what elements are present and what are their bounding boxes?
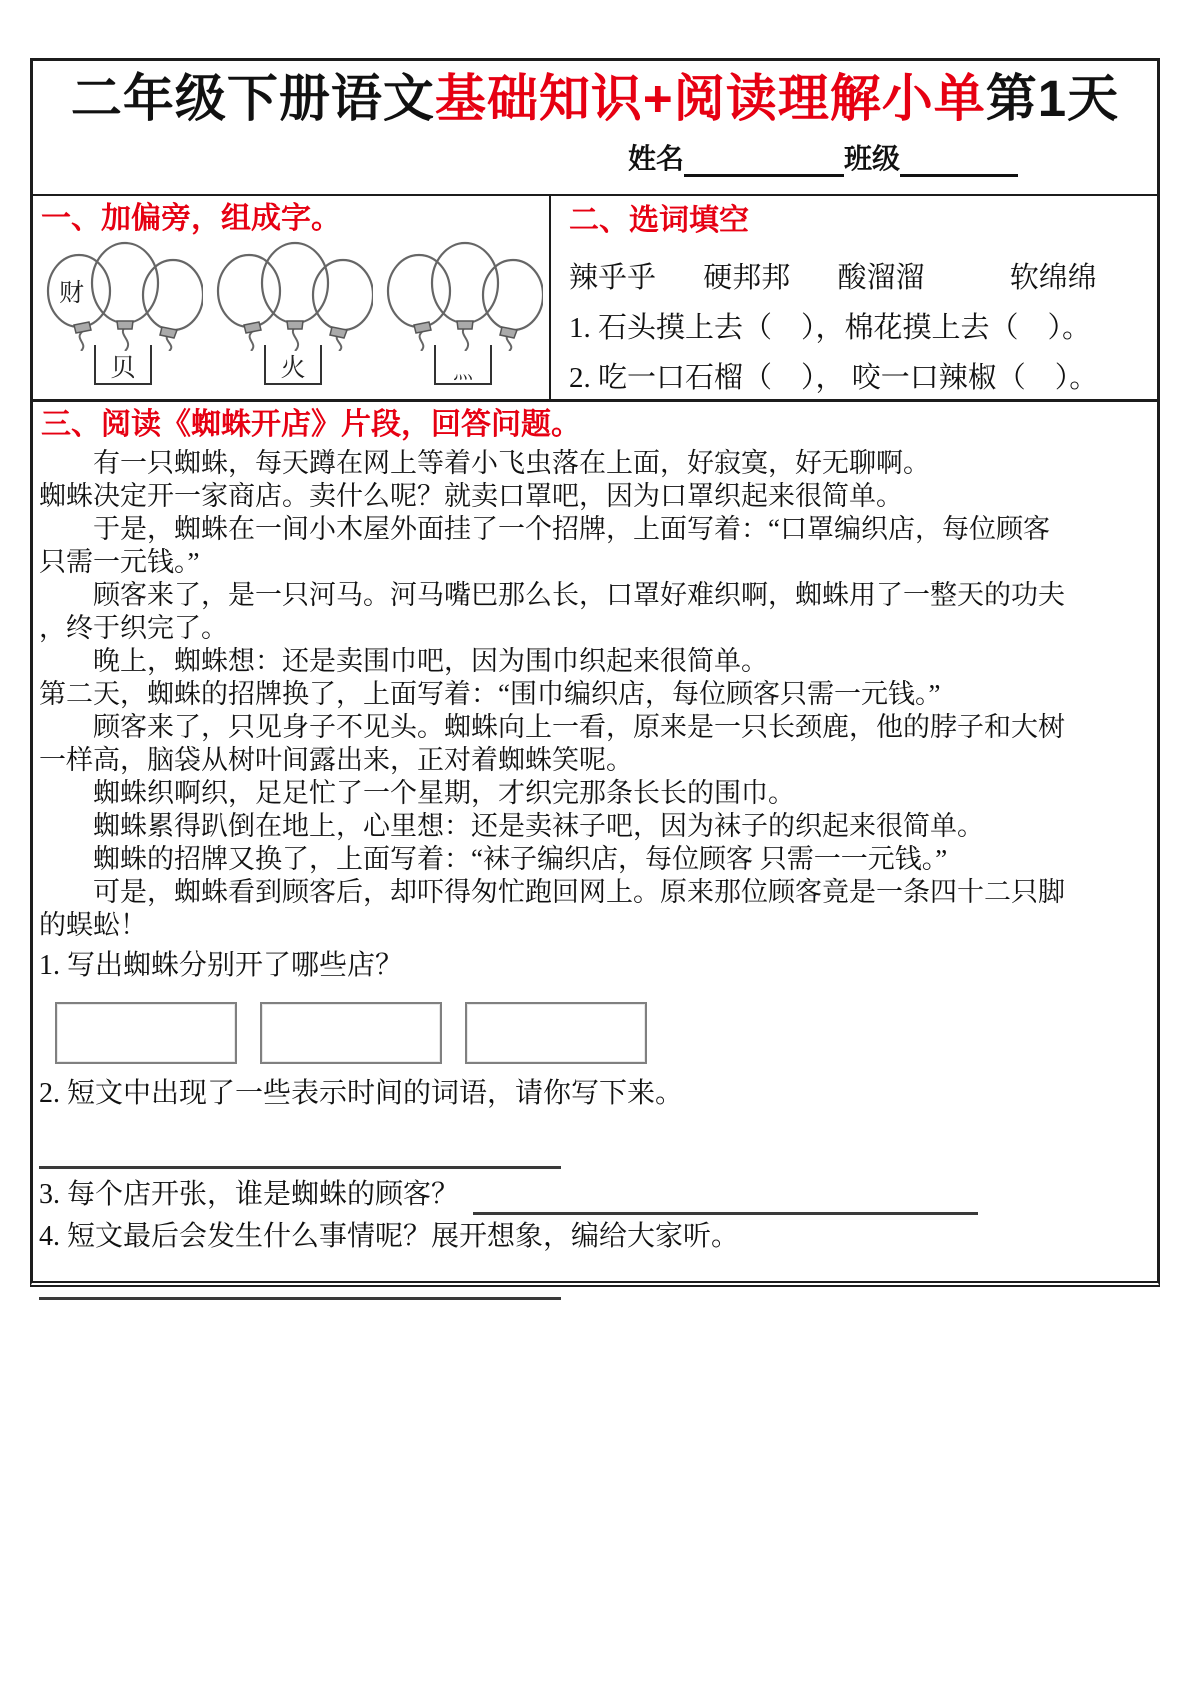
balloons-illustration (41, 237, 549, 385)
passage-line: 的蜈蚣！ (39, 909, 147, 940)
question-4-answer-line[interactable] (39, 1297, 561, 1300)
example-char-in-balloon: 财 (59, 279, 85, 307)
section-two (551, 196, 1157, 399)
passage-line: 第二天，蜘蛛的招牌换了，上面写着：“围巾编织店，每位顾客只需一元钱。” (39, 678, 941, 709)
radical-basket-bei (94, 345, 152, 385)
section-two-heading: 二、选词填空 (569, 204, 749, 237)
passage-line: 晚上，蜘蛛想：还是卖围巾吧，因为围巾织起来很简单。 (39, 645, 768, 676)
balloons-drawing (213, 239, 373, 351)
section-three (33, 399, 1157, 1281)
balloon-group-bei (43, 239, 203, 385)
balloons-drawing (383, 239, 543, 351)
name-class-row (33, 137, 1157, 177)
answer-box[interactable] (465, 1002, 647, 1064)
passage-line: 顾客来了，是一只河马。河马嘴巴那么长，口罩好难织啊，蜘蛛用了一整天的功夫 (39, 579, 1065, 610)
word-bank-item: 辣乎乎 (569, 261, 657, 294)
question-3 (39, 1175, 1151, 1215)
name-label: 姓名 (628, 143, 685, 175)
section-one-heading: 一、加偏旁，组成字。 (41, 202, 341, 235)
radical-char: 火 (280, 355, 306, 382)
answer-box[interactable] (260, 1002, 442, 1064)
radical-char: 灬 (453, 360, 473, 383)
title-red: 基础知识+阅读理解小单 (434, 70, 986, 127)
reading-passage (39, 447, 1151, 942)
passage-line: ，终于织完了。 (39, 612, 228, 643)
radical-char: 贝 (110, 355, 136, 382)
balloons-drawing (43, 239, 203, 351)
question-1-answer-boxes (55, 1002, 1151, 1064)
passage-line: 于是，蜘蛛在一间小木屋外面挂了一个招牌，上面写着：“口罩编织店，每位顾客 (39, 513, 1050, 544)
class-blank-field[interactable] (900, 152, 1018, 177)
page-title (33, 71, 1157, 127)
radical-basket-huo (264, 345, 322, 385)
word-bank-item: 软绵绵 (1009, 261, 1097, 294)
word-bank (569, 255, 1147, 296)
title-black-right: 第1天 (985, 70, 1120, 127)
word-bank-item: 硬邦邦 (703, 261, 791, 294)
fill-blank-item-1: 1. 石头摸上去（ ），棉花摸上去（ ）。 (569, 311, 1092, 344)
fill-blank-item-2: 2. 吃一口石榴（ ）， 咬一口辣椒（ ）。 (569, 361, 1099, 394)
passage-line: 顾客来了，只见身子不见头。蜘蛛向上一看，原来是一只长颈鹿，他的脖子和大树 (39, 711, 1065, 742)
balloon-group-dots (383, 239, 543, 385)
header (33, 61, 1157, 196)
class-label: 班级 (844, 143, 901, 175)
worksheet-sheet (30, 58, 1160, 1287)
name-blank-field[interactable] (684, 152, 844, 177)
passage-line: 一样高，脑袋从树叶间露出来，正对着蜘蛛笑呢。 (39, 744, 633, 775)
sections-one-two-row (33, 196, 1157, 399)
passage-line: 蜘蛛织啊织，足足忙了一个星期，才织完那条长长的围巾。 (39, 777, 795, 808)
section-three-heading: 三、阅读《蜘蛛开店》片段，回答问题。 (41, 408, 581, 441)
question-1: 1. 写出蜘蛛分别开了哪些店？ (39, 949, 404, 981)
section-one (33, 196, 551, 399)
passage-line: 可是，蜘蛛看到顾客后，却吓得匆忙跑回网上。原来那位顾客竟是一条四十二只脚 (39, 876, 1065, 907)
word-bank-item: 酸溜溜 (837, 261, 925, 294)
balloon-group-huo (213, 239, 373, 385)
passage-line: 蜘蛛决定开一家商店。卖什么呢？就卖口罩吧，因为口罩织起来很简单。 (39, 480, 903, 511)
question-3-text: 3. 每个店开张，谁是蜘蛛的顾客？ (39, 1178, 460, 1210)
question-3-answer-line[interactable] (473, 1188, 978, 1215)
passage-line: 蜘蛛累得趴倒在地上，心里想：还是卖袜子吧，因为袜子的织起来很简单。 (39, 810, 984, 841)
radical-basket-dots (434, 345, 492, 385)
question-2-answer-line[interactable] (39, 1166, 561, 1169)
passage-line: 蜘蛛的招牌又换了，上面写着：“袜子编织店，每位顾客 只需一一元钱。” (39, 843, 948, 874)
title-black-left: 二年级下册语文 (70, 70, 435, 127)
question-4: 4. 短文最后会发生什么事情呢？展开想象，编给大家听。 (39, 1220, 740, 1252)
answer-box[interactable] (55, 1002, 237, 1064)
passage-line: 只需一元钱。” (39, 546, 200, 577)
question-2: 2. 短文中出现了一些表示时间的词语，请你写下来。 (39, 1077, 684, 1109)
passage-line: 有一只蜘蛛，每天蹲在网上等着小飞虫落在上面，好寂寞，好无聊啊。 (39, 447, 930, 478)
